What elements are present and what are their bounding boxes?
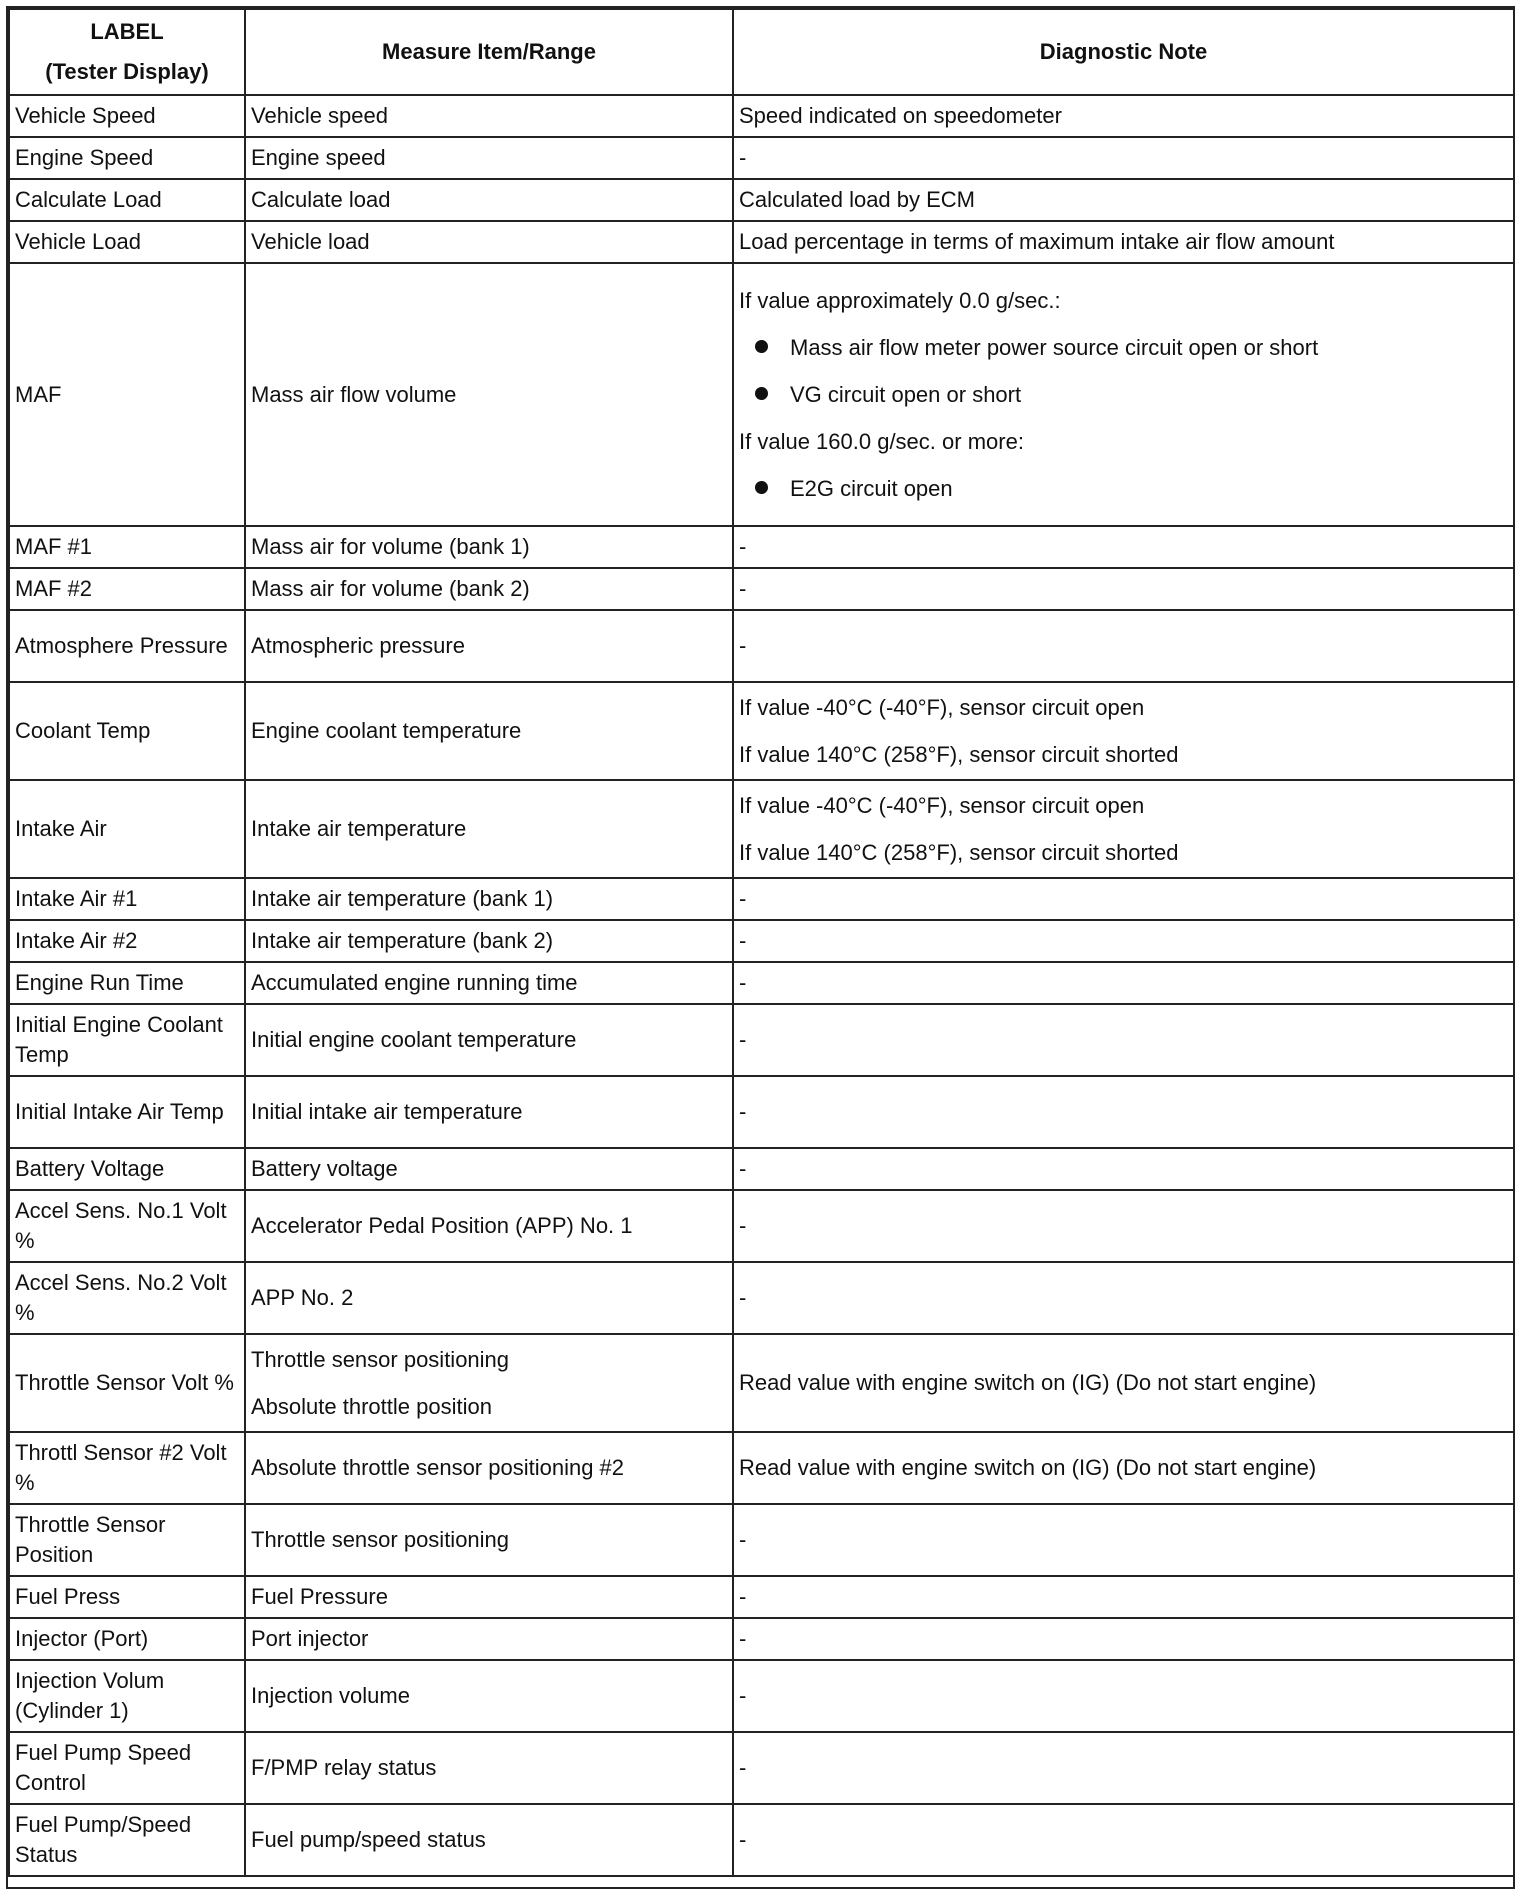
header-note: Diagnostic Note: [733, 9, 1514, 95]
cell-measure: Battery voltage: [245, 1148, 733, 1190]
cell-label: Fuel Pump Speed Control: [9, 1732, 245, 1804]
cell-note: -: [733, 1004, 1514, 1076]
measure-line: Absolute throttle position: [251, 1393, 492, 1419]
cell-label: Intake Air #2: [9, 920, 245, 962]
table-row: [9, 1334, 1514, 1432]
cell-measure: Engine speed: [245, 137, 733, 179]
cell-label: Engine Speed: [9, 137, 245, 179]
cell-note: [733, 263, 1514, 526]
cell-label: Fuel Press: [9, 1576, 245, 1618]
cell-label: Vehicle Load: [9, 221, 245, 263]
cell-measure: Accumulated engine running time: [245, 962, 733, 1004]
table-row: [9, 1660, 1514, 1732]
table-header-row: [9, 9, 1514, 95]
cell-note: Read value with engine switch on (IG) (Do not start engine): [733, 1432, 1514, 1504]
cell-measure: Initial engine coolant temperature: [245, 1004, 733, 1076]
note-bullet-item: [739, 474, 1508, 504]
bullet-icon: [755, 481, 768, 494]
table-row: [9, 1618, 1514, 1660]
cell-measure: Mass air for volume (bank 2): [245, 568, 733, 610]
cell-label: Intake Air: [9, 780, 245, 878]
cell-note: -: [733, 1190, 1514, 1262]
cell-measure: [245, 1334, 733, 1432]
cell-note: Load percentage in terms of maximum intake air flow amount: [733, 221, 1514, 263]
table-row: [9, 1732, 1514, 1804]
table-row: [9, 221, 1514, 263]
table-row: [9, 179, 1514, 221]
cell-note: -: [733, 1076, 1514, 1148]
table-row: [9, 878, 1514, 920]
cell-measure: Port injector: [245, 1618, 733, 1660]
cell-label: Injector (Port): [9, 1618, 245, 1660]
note-bullet-text: E2G circuit open: [790, 475, 953, 501]
cell-note: Read value with engine switch on (IG) (Do not start engine): [733, 1334, 1514, 1432]
cell-measure: Calculate load: [245, 179, 733, 221]
cell-label: Injection Volum (Cylinder 1): [9, 1660, 245, 1732]
table-row: [9, 1576, 1514, 1618]
table-row: [9, 1804, 1514, 1876]
data-list-table: [8, 8, 1515, 1877]
cell-measure: Intake air temperature (bank 2): [245, 920, 733, 962]
cell-measure: Accelerator Pedal Position (APP) No. 1: [245, 1190, 733, 1262]
cell-note: Speed indicated on speedometer: [733, 95, 1514, 137]
note-line: If value -40°C (-40°F), sensor circuit open: [739, 694, 1145, 720]
table-row: [9, 920, 1514, 962]
cell-measure: Intake air temperature (bank 1): [245, 878, 733, 920]
note-line: If value approximately 0.0 g/sec.:: [739, 287, 1061, 313]
cell-note: [733, 682, 1514, 780]
cell-note: -: [733, 568, 1514, 610]
cell-label: MAF: [9, 263, 245, 526]
cell-label: Intake Air #1: [9, 878, 245, 920]
cell-label: Atmosphere Pressure: [9, 610, 245, 682]
table-row: [9, 1004, 1514, 1076]
cell-note: -: [733, 962, 1514, 1004]
note-line: If value 140°C (258°F), sensor circuit shorted: [739, 839, 1179, 865]
cell-label: Accel Sens. No.1 Volt %: [9, 1190, 245, 1262]
cell-measure: Vehicle load: [245, 221, 733, 263]
cell-measure: APP No. 2: [245, 1262, 733, 1334]
cell-note: -: [733, 1618, 1514, 1660]
header-label-line2: (Tester Display): [45, 59, 209, 84]
cell-note: -: [733, 137, 1514, 179]
cell-label: Initial Engine Coolant Temp: [9, 1004, 245, 1076]
measure-line: Throttle sensor positioning: [251, 1346, 510, 1372]
table-row: [9, 95, 1514, 137]
cell-measure: Mass air for volume (bank 1): [245, 526, 733, 568]
cell-measure: Injection volume: [245, 1660, 733, 1732]
cell-measure: Vehicle speed: [245, 95, 733, 137]
table-row: [9, 780, 1514, 878]
cell-label: Vehicle Speed: [9, 95, 245, 137]
table-row: [9, 682, 1514, 780]
cell-measure: F/PMP relay status: [245, 1732, 733, 1804]
cell-note: Calculated load by ECM: [733, 179, 1514, 221]
cell-note: -: [733, 1576, 1514, 1618]
cell-label: MAF #2: [9, 568, 245, 610]
table-row: [9, 1190, 1514, 1262]
table-row: [9, 137, 1514, 179]
header-label: [9, 9, 245, 95]
cell-label: Initial Intake Air Temp: [9, 1076, 245, 1148]
cell-label: MAF #1: [9, 526, 245, 568]
bullet-icon: [755, 387, 768, 400]
cell-measure: Fuel Pressure: [245, 1576, 733, 1618]
note-bullet-text: Mass air flow meter power source circuit open or short: [790, 334, 1319, 360]
table-row: [9, 568, 1514, 610]
cell-note: -: [733, 526, 1514, 568]
cell-note: -: [733, 1504, 1514, 1576]
table-row: [9, 1432, 1514, 1504]
cell-label: Coolant Temp: [9, 682, 245, 780]
cell-measure: Atmospheric pressure: [245, 610, 733, 682]
table-row: [9, 526, 1514, 568]
table-row: [9, 263, 1514, 526]
cell-note: -: [733, 920, 1514, 962]
header-measure: Measure Item/Range: [245, 9, 733, 95]
note-bullet-text: VG circuit open or short: [790, 381, 1022, 407]
cell-measure: Initial intake air temperature: [245, 1076, 733, 1148]
table-row: [9, 1148, 1514, 1190]
table-row: [9, 962, 1514, 1004]
header-label-line1: LABEL: [90, 19, 164, 44]
cell-label: Throttle Sensor Volt %: [9, 1334, 245, 1432]
cell-measure: Intake air temperature: [245, 780, 733, 878]
cell-label: Battery Voltage: [9, 1148, 245, 1190]
note-bullet-item: [739, 333, 1508, 363]
cell-label: Throttl Sensor #2 Volt %: [9, 1432, 245, 1504]
cell-measure: Fuel pump/speed status: [245, 1804, 733, 1876]
note-line: If value 140°C (258°F), sensor circuit shorted: [739, 741, 1179, 767]
table-row: [9, 610, 1514, 682]
cell-note: -: [733, 1804, 1514, 1876]
cell-measure: Engine coolant temperature: [245, 682, 733, 780]
cell-note: -: [733, 610, 1514, 682]
cell-note: -: [733, 1148, 1514, 1190]
cell-label: Fuel Pump/Speed Status: [9, 1804, 245, 1876]
cell-label: Throttle Sensor Position: [9, 1504, 245, 1576]
table-row: [9, 1262, 1514, 1334]
cell-note: [733, 780, 1514, 878]
cell-note: -: [733, 878, 1514, 920]
cell-note: -: [733, 1732, 1514, 1804]
cell-label: Calculate Load: [9, 179, 245, 221]
cell-label: Engine Run Time: [9, 962, 245, 1004]
cell-measure: Absolute throttle sensor positioning #2: [245, 1432, 733, 1504]
note-line: If value -40°C (-40°F), sensor circuit open: [739, 792, 1145, 818]
cell-note: -: [733, 1262, 1514, 1334]
table-row: [9, 1076, 1514, 1148]
cell-note: -: [733, 1660, 1514, 1732]
cell-measure: Mass air flow volume: [245, 263, 733, 526]
table-row: [9, 1504, 1514, 1576]
cell-label: Accel Sens. No.2 Volt %: [9, 1262, 245, 1334]
cell-measure: Throttle sensor positioning: [245, 1504, 733, 1576]
note-line: If value 160.0 g/sec. or more:: [739, 428, 1024, 454]
note-bullet-item: [739, 380, 1508, 410]
bullet-icon: [755, 340, 768, 353]
